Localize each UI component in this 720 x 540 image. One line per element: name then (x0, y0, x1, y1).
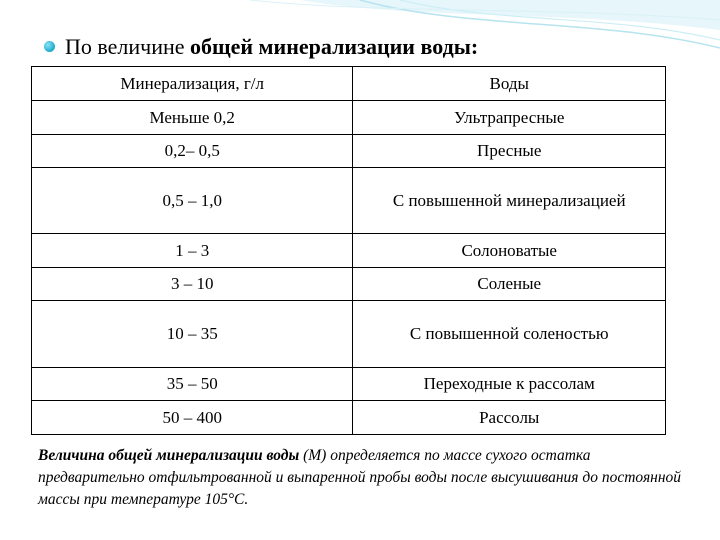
table-header-row (32, 67, 666, 101)
cell-type: С повышенной соленостью (353, 301, 666, 368)
header-waters: Воды (353, 67, 666, 101)
definition-text: (М) определяется по массе сухого остатка предварительно отфильтрованной и выпаренной пробы воды после высушивания до постоянной массы при температуре 105°С. (38, 447, 682, 508)
cell-range: 0,5 – 1,0 (32, 168, 353, 234)
cell-range: 10 – 35 (32, 301, 353, 368)
cell-range: 0,2– 0,5 (32, 135, 353, 168)
cell-range: Меньше 0,2 (32, 101, 353, 135)
table-row (32, 301, 666, 368)
bullet-icon (44, 41, 55, 52)
definition-term: Величина общей минерализации воды (38, 447, 300, 464)
heading-bold: общей минерализации воды: (190, 34, 479, 59)
cell-type: Переходные к рассолам (353, 368, 666, 401)
cell-type: С повышенной минерализацией (353, 168, 666, 234)
table-row (32, 168, 666, 234)
cell-type: Солоноватые (353, 234, 666, 268)
cell-range: 3 – 10 (32, 268, 353, 301)
cell-range: 50 – 400 (32, 401, 353, 435)
header-mineralization: Минерализация, г/л (32, 67, 353, 101)
table-row (32, 101, 666, 135)
cell-type: Соленые (353, 268, 666, 301)
cell-range: 35 – 50 (32, 368, 353, 401)
table-row (32, 268, 666, 301)
cell-type: Рассолы (353, 401, 666, 435)
table-row (32, 368, 666, 401)
heading-prefix: По величине (65, 34, 191, 59)
cell-type: Пресные (353, 135, 666, 168)
table-row (32, 401, 666, 435)
mineralization-table (31, 66, 666, 435)
cell-range: 1 – 3 (32, 234, 353, 268)
definition-note (38, 445, 688, 511)
table-row (32, 135, 666, 168)
slide-heading (44, 34, 478, 60)
cell-type: Ультрапресные (353, 101, 666, 135)
table-row (32, 234, 666, 268)
